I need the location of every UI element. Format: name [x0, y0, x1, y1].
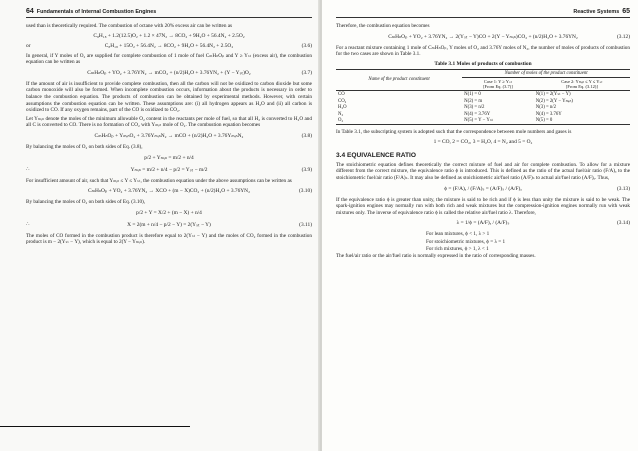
table-cell: N(3) = n/2 — [535, 105, 557, 111]
table-cell: CO₂ — [338, 98, 347, 104]
equation-number: (3.11) — [299, 221, 312, 228]
equation — [336, 139, 630, 146]
paragraph: By balancing the moles of O₂ on both sides of Eq. (3.10), — [26, 199, 146, 206]
equation — [26, 132, 312, 141]
equation-text: CₘHₙOₚ + YO₂ + 3.76YN₂ → XCO + (m − X)CO₂ + (n/2)H₂O + 3.76YN₂ — [88, 188, 250, 195]
table-header-case1 — [462, 77, 534, 90]
equation-text: ϕ = (F/A)ₐ / (F/A)ₛ = (A/F)ₛ / (A/F)ₐ — [444, 185, 522, 192]
table-cell: N(1) = 0 — [464, 91, 481, 97]
mixture-cases — [426, 231, 630, 253]
paragraph: The moles of CO formed in the combustion product is therefore equal to 2(Yₛₜ − Y) and the moles of CO₂ formed in the combustion product is m − 2(Yₛₜ − Y), which is equal to 2(Y − Yₘᵢₙ). — [26, 232, 312, 246]
paragraph: By balancing the moles of O₂ on both sides of Eq. (3.8), — [26, 143, 143, 150]
table-header-constituent: Name of the product constituent — [336, 69, 462, 90]
table-cell: O₂ — [336, 118, 462, 125]
right-page — [322, 0, 638, 451]
equation — [336, 185, 630, 194]
table-cell: N(3) = n/2 — [464, 105, 485, 111]
right-running-head-title: Reactive Systems — [573, 9, 620, 15]
table-cell: N(1) = 2(Yₛₜ − Y) — [535, 91, 571, 97]
case-stoichiometric: For stoichiometric mixtures, ϕ = λ = 1 — [426, 238, 506, 245]
section-heading: 3.4 EQUIVALENCE RATIO — [336, 151, 416, 159]
table-cell: N₂ — [338, 111, 344, 117]
paragraph: Therefore, the combustion equation becomes — [336, 23, 430, 29]
equation-text: Yₘᵢₙ = m/2 + n/4 − p/2 = Yₛₜ − m/2 — [130, 166, 208, 173]
equation — [26, 187, 312, 196]
paragraph: In Table 3.1, the subscripting system is adopted such that the correspondence between mole numbers and gases is — [336, 129, 572, 136]
equation-number: (3.13) — [616, 185, 630, 192]
equation — [26, 43, 312, 50]
equation — [336, 219, 630, 228]
equation-text: p/2 + Yₘᵢₙ = m/2 + n/4 — [144, 154, 194, 161]
table-cell: N(4) = 3.76Y — [464, 111, 491, 117]
equation-text: 1 = CO, 2 = CO₂, 3 = H₂O, 4 = N₂ and 5 = O₂ — [433, 138, 533, 145]
equation-text: X = 2(m + n/4 − p/2 − Y) = 2(Yₛₜ − Y) — [127, 221, 211, 228]
paragraph: Let Yₘᵢₙ denote the moles of the minimum allowable O₂ content in the reactants per mole of fuel, so that all H₂ is converted to H₂O and all C is converted to CO. There is no formation of CO₂ with Yₘᵢₙ mole of O₂. The combustion equation becomes — [26, 115, 312, 129]
equation-label: ∴ — [26, 166, 30, 173]
paragraph: The fuel/air ratio or the air/fuel ratio is normally expressed in the ratio of corresponding masses. — [336, 252, 536, 259]
table-row — [336, 91, 630, 98]
equation-number: (3.6) — [301, 42, 312, 49]
table-row — [336, 104, 630, 111]
equation — [26, 154, 312, 163]
equation — [26, 33, 312, 40]
equation-text: C₈H₁₈ + 1.2(12.5)O₂ + 1.2 × 47N₂ → 8CO₂ + 9H₂O + 56.4N₂ + 2.5O₂ — [93, 32, 245, 39]
equation-label: or — [26, 42, 31, 49]
equation-text: CₘHₙOₚ + YO₂ + 3.76YN₂ → 2(Yₛₜ − Y)CO + 2(Y − Yₘᵢₙ)CO₂ + (n/2)H₂O + 3.76YN₂ — [388, 33, 578, 40]
equation-text: CₘHₙOₚ + YO₂ + 3.76YN₂ → mCO₂ + (n/2)H₂O + 3.76YN₂ + (Y − Yₛₜ)O₂ — [87, 69, 251, 76]
table-cell: N(2) = 2(Y − Yₘᵢₙ) — [535, 98, 573, 104]
table-cell: N(4) = 3.76Y — [535, 111, 562, 117]
equation — [26, 166, 312, 175]
table-row — [336, 118, 630, 125]
equation-number: (3.8) — [301, 132, 312, 139]
case-rich: For rich mixtures, ϕ > 1, λ < 1 — [426, 245, 489, 252]
equation-text: p/2 + Y = X/2 + (m − X) + n/4 — [136, 209, 202, 216]
right-running-head — [336, 8, 630, 18]
case2-title: Case 2: Yₘᵢₙ ≤ Y ≤ Yₛₜ — [561, 78, 603, 84]
case2-source: [From Eq. (3.12)] — [565, 83, 598, 89]
equation — [26, 209, 312, 218]
table-header-case2 — [534, 77, 630, 90]
equation-number: (3.14) — [616, 220, 630, 227]
paragraph: The stoichiometric equation defines theoretically the correct mixture of fuel and air for complete combustion. To allow for a mixture different from the correct mixture, the equivalence ratio ϕ is introduced. This is defined as the ratio of the actual fuel/air ratio (F/A)ₐ to the stoichiometric fuel/air ratio (F/A)ₛ. It may also be defined as stoichiometric air/fuel ratio (A/F)ₛ to actual air/fuel ratio (A/F)ₐ. Thus, — [336, 161, 630, 181]
equation-number: (3.9) — [301, 166, 312, 173]
equation — [26, 221, 312, 230]
case1-source: [From Eq. (3.7)] — [483, 83, 513, 89]
equation-number: (3.10) — [298, 188, 312, 195]
products-table — [336, 69, 630, 125]
paragraph: If the equivalence ratio ϕ is greater than unity, the mixture is said to be rich and if ϕ is less than unity the mixture is said to be weak. The spark-ignition engines may normally run with both rich and weak mixtures but the compression-ignition engines normally run with weak mixtures only. The inverse of equivalence ratio ϕ is called the relative air/fuel ratio λ. Therefore, — [336, 196, 630, 216]
left-page-number: 64 — [26, 8, 34, 15]
table-row — [336, 111, 630, 118]
equation — [336, 33, 630, 42]
paragraph: For insufficient amount of air, such that Yₘᵢₙ ≤ Y ≤ Yₛₜ, the combustion equation under the above assumptions can be written as — [26, 177, 292, 184]
table-caption: Table 3.1 Moles of products of combustion — [434, 60, 532, 67]
left-running-head-title: Fundamentals of Internal Combustion Engines — [36, 9, 157, 15]
equation-text: λ = 1/ϕ = (A/F)ₐ / (A/F)ₛ — [456, 220, 510, 227]
equation-number: (3.12) — [616, 33, 630, 40]
table-cell: N(5) = Y − Yₛₜ — [462, 118, 534, 125]
table-cell: CO — [338, 91, 345, 97]
right-page-number: 65 — [622, 8, 630, 15]
equation-text: C₈H₁₈ + 15O₂ + 56.4N₂ → 8CO₂ + 9H₂O + 56.4N₂ + 2.5O₂ — [104, 42, 234, 49]
scan-artifact-line — [0, 426, 190, 427]
case-lean: For lean mixtures, ϕ < 1, λ > 1 — [426, 231, 490, 238]
paragraph: In general, if Y moles of O₂ are supplied for complete combustion of 1 mole of fuel CₘHₙOₚ and Y ≥ Yₛₜ (excess air), the combustion equation can be written as — [26, 52, 312, 66]
paragraph: used than is theoretically required. The combustion of octane with 20% excess air can be written as — [26, 23, 233, 29]
table-cell: N(5) = 0 — [534, 118, 630, 125]
table-header-moles: Number of moles of the product constituent — [462, 69, 630, 77]
paragraph: For a reactant mixture containing 1 mole of CₘHₙOₚ, Y moles of O₂ and 3.76Y moles of N₂, the number of moles of products of combustion for the two cases are shown in Table 3.1. — [336, 44, 630, 58]
table-cell: H₂O — [338, 105, 347, 111]
case1-title: Case 1: Y ≥ Yₛₜ — [483, 78, 513, 84]
table-row — [336, 98, 630, 105]
equation-text: CₘHₙOₚ + YₘᵢₙO₂ + 3.76YₘᵢₙN₂ → mCO + (n/2)H₂O + 3.76YₘᵢₙN₂ — [94, 132, 244, 139]
equation — [26, 69, 312, 78]
equation-label: ∴ — [26, 221, 30, 228]
paragraph: If the amount of air is insufficient to provide complete combustion, then all the carbon will not be oxidized to carbon dioxide but some carbon monoxide will also be formed. When incomplete combustion occurs, information about the products is necessary in order to balance the combustion equation. The products of combustion can be obtained by experimental methods. However, with certain assumptions the combustion equation can be written. These assumptions are: (i) all hydrogen appears as H₂O and (ii) all carbon is oxidized to CO. If any oxygen remains, part of the CO is oxidized to CO₂. — [26, 80, 312, 114]
equation-number: (3.7) — [301, 69, 312, 76]
table-cell: N(2) = m — [464, 98, 483, 104]
left-running-head — [26, 8, 312, 18]
